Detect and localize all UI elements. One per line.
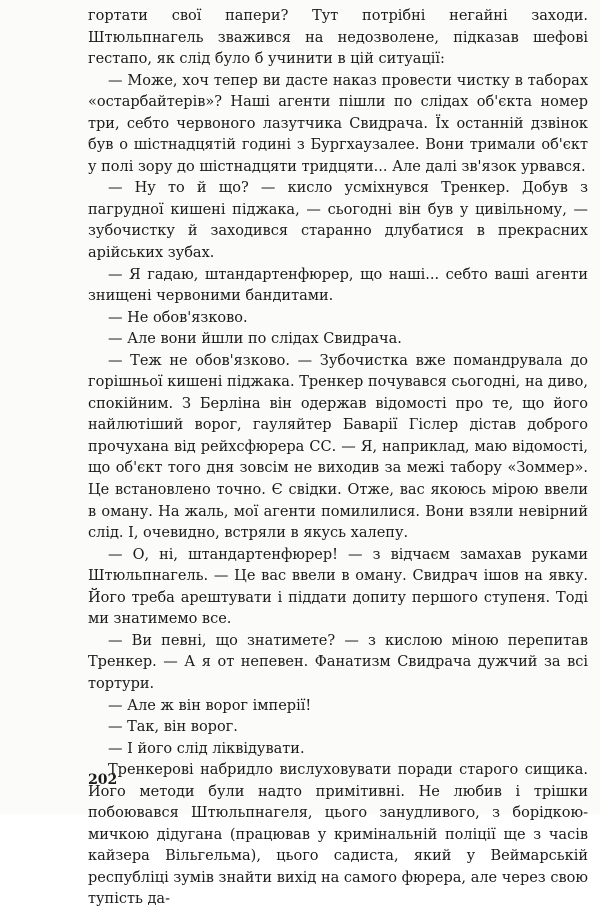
body-text: [88, 6, 588, 911]
paragraph-13: Тренкерові набридло вислуховувати поради старого сищика. Його методи були надто примітивні. Не любив і трішки побоювався Штюльпнагеля, цього занудливого, з борідкою-мичкою дідугана (працював у кримінальній поліції ще з часів кайзера Вільгельма), цього садиста, який у Веймарській республіці зумів знайти вихід на самого фюрера, але через свою тупість да-: [88, 762, 588, 908]
paragraph-3: — Ну то й що? — кисло усміхнувся Тренкер. Добув з пагрудної кишені піджака, — сьогодні він був у цивільному, — зубочистку й заходився старанно длубатися в прекрасних арійських зубах.: [88, 180, 588, 262]
paragraph-11: — Так, він ворог.: [108, 719, 238, 736]
paragraph-5: — Не обов'язково.: [108, 309, 248, 326]
paragraph-6: — Але вони йшли по слідах Свидрача.: [108, 331, 402, 348]
paragraph-4: — Я гадаю, штандартенфюрер, що наші... себто ваші агенти знищені червоними бандитами.: [88, 266, 588, 305]
paragraph-9: — Ви певні, що знатимете? — з кислою міною перепитав Тренкер. — А я от непевен. Фанатизм Свидрача дужчий за всі тортури.: [88, 632, 588, 692]
paragraph-7: — Теж не обов'язково. — Зубочистка вже помандрувала до горішньої кишені піджака. Тренкер почувався сьогодні, на диво, спокійним. З Берліна він одержав відомості про те, що його найлютіший ворог, гауляйтер Баварії Гіслер дістав доброго прочухана від рейхсфюрера СС. — Я, наприклад, маю відомості, що об'єкт того дня зовсім не виходив за межі табору «Зоммер». Це встановлено точно. Є свідки. Отже, вас якоюсь мірою ввели в оману. На жаль, мої агенти помилилися. Вони взяли невірний слід. І, очевидно, встряли в якусь халепу.: [88, 352, 588, 542]
paragraph-8: — О, ні, штандартенфюрер! — з відчаєм замахав руками Штюльпнагель. — Це вас ввели в оману. Свидрач ішов на явку. Його треба арештувати і піддати допиту першого ступеня. Тоді ми знатимемо все.: [88, 546, 588, 628]
paragraph-2: — Може, хоч тепер ви дасте наказ провести чистку в таборах «остарбайтерів»? Наші агенти пішли по слідах об'єкта номер три, себто червоного лазутчика Свидрача. Їх останній дзвінок був о шістнадцятій годині з Бургхаузалее. Вони тримали об'єкт у полі зору до шістнадцяти тридцяти... Але далі зв'язок урвався.: [88, 72, 588, 175]
paragraph-1: гортати свої папери? Тут потрібні негайні заходи. Штюльпнагель зважився на недозволене, підказав шефові гестапо, як слід було б учинити в цій ситуації:: [88, 8, 588, 68]
page-number: 202: [88, 772, 118, 788]
paragraph-12: — І його слід ліквідувати.: [108, 740, 305, 757]
paragraph-10: — Але ж він ворог імперії!: [108, 697, 312, 714]
